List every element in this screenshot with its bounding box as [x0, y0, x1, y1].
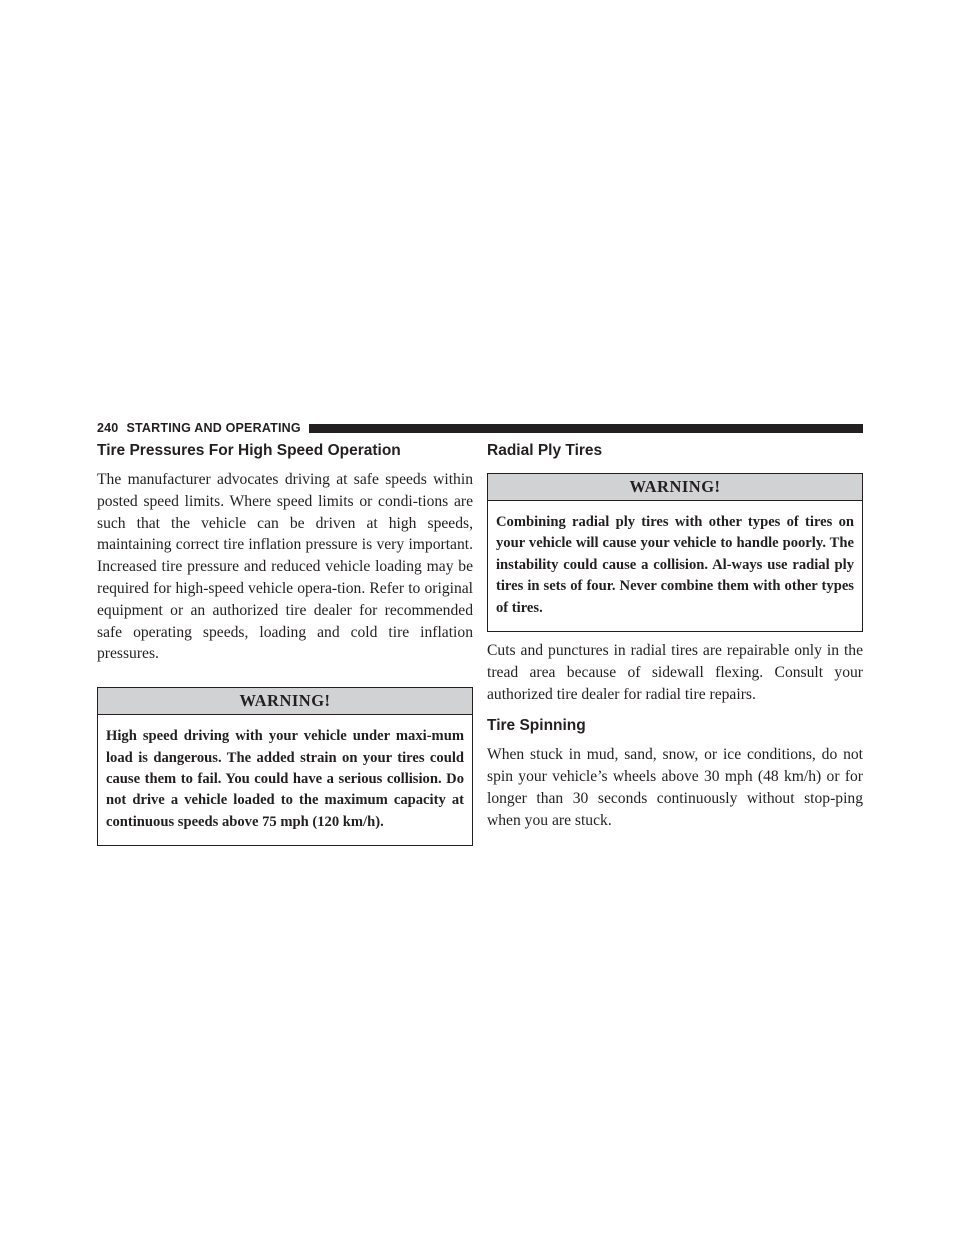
page-number: 240	[97, 421, 119, 435]
header-rule	[309, 424, 863, 433]
heading-high-speed: Tire Pressures For High Speed Operation	[97, 442, 401, 459]
right-column	[487, 442, 863, 832]
warning-box-high-speed	[97, 687, 473, 846]
warning-title: WARNING!	[98, 688, 472, 715]
left-column	[97, 442, 473, 846]
heading-radial-ply: Radial Ply Tires	[487, 442, 603, 459]
section-title: STARTING AND OPERATING	[126, 421, 301, 435]
warning-text: High speed driving with your vehicle under maxi-mum load is dangerous. The added strain on your tires could cause them to fail. You could have a serious collision. Do not drive a vehicle loaded to the maximum capacity at continuous speeds above 75 mph (120 km/h).	[106, 728, 464, 830]
heading-tire-spinning: Tire Spinning	[487, 717, 586, 735]
paragraph-radial: Cuts and punctures in radial tires are repairable only in the tread area because of sidewall flexing. Consult your authorized tire dealer for radial tire repairs.	[487, 642, 863, 703]
warning-title: WARNING!	[488, 474, 862, 501]
paragraph-tire-spinning: When stuck in mud, sand, snow, or ice conditions, do not spin your vehicle’s wheels above 30 mph (48 km/h) or for longer than 30 seconds continuously without stop-ping when you are stuck.	[487, 746, 863, 829]
warning-text: Combining radial ply tires with other types of tires on your vehicle will cause your vehicle to handle poorly. The instability could cause a collision. Al-ways use radial ply tires in sets of four. Never combine them with other types of tires.	[496, 514, 854, 616]
warning-box-radial	[487, 473, 863, 632]
paragraph-high-speed: The manufacturer advocates driving at safe speeds within posted speed limits. Where speed limits or condi-tions are such that the vehicle can be driven at high speeds, maintaining correct tire inflation pressure is very important. Increased tire pressure and reduced vehicle loading may be required for high-speed vehicle opera-tion. Refer to original equipment or an authorized tire dealer for recommended safe operating speeds, loading and cold tire inflation pressures.	[97, 471, 473, 663]
page-header	[97, 418, 863, 438]
